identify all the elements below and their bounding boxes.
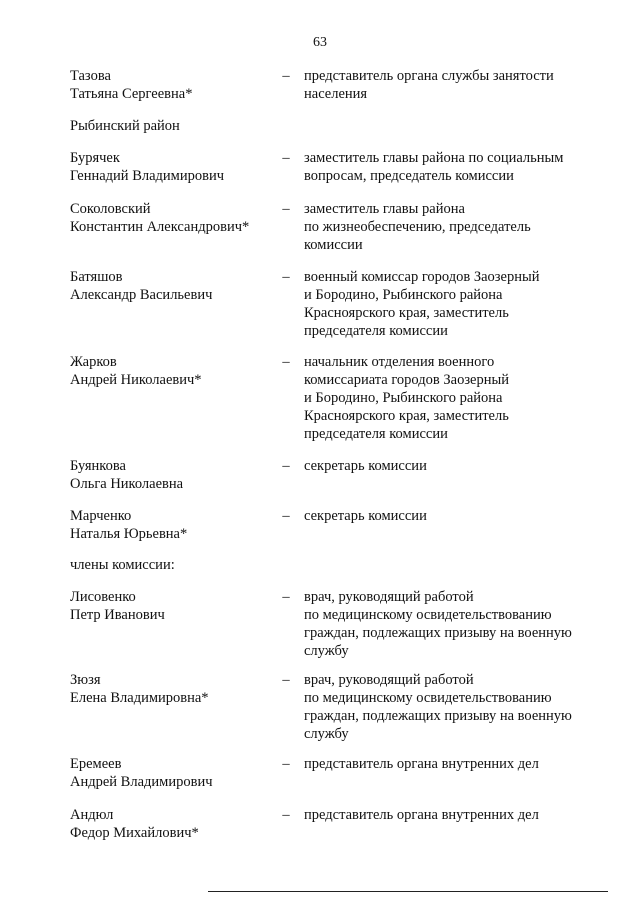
member-role [304, 67, 604, 103]
member-given-names: Александр Васильевич [70, 287, 213, 303]
role-line: населения [304, 86, 368, 102]
dash-separator: – [282, 458, 290, 474]
role-line: заместитель главы района [304, 201, 465, 217]
bottom-rule-divider [208, 891, 608, 892]
role-line: по медицинскому освидетельствованию [304, 607, 552, 623]
member-name [70, 200, 270, 236]
role-line: службу [304, 726, 349, 742]
role-line: врач, руководящий работой [304, 589, 474, 605]
member-role [304, 671, 604, 743]
dash-separator: – [282, 68, 290, 84]
role-line: по жизнеобеспечению, председатель [304, 219, 531, 235]
role-line: и Бородино, Рыбинского района [304, 390, 503, 406]
member-given-names: Петр Иванович [70, 607, 165, 623]
member-surname: Жарков [70, 354, 117, 370]
member-surname: Бурячек [70, 150, 120, 166]
member-role [304, 353, 604, 443]
member-role [304, 268, 604, 340]
role-line: граждан, подлежащих призыву на военную [304, 708, 572, 724]
role-line: председателя комиссии [304, 323, 448, 339]
role-line: службу [304, 643, 349, 659]
dash-separator: – [282, 150, 290, 166]
member-given-names: Ольга Николаевна [70, 476, 184, 492]
member-given-names: Андрей Владимирович [70, 774, 213, 790]
member-given-names: Константин Александрович* [70, 219, 250, 235]
member-surname: Марченко [70, 508, 132, 524]
role-line: по медицинскому освидетельствованию [304, 690, 552, 706]
role-line: секретарь комиссии [304, 508, 427, 524]
role-line: граждан, подлежащих призыву на военную [304, 625, 572, 641]
role-line: комиссариата городов Заозерный [304, 372, 509, 388]
member-role [304, 457, 604, 475]
role-line: военный комиссар городов Заозерный [304, 269, 540, 285]
member-surname: Буянкова [70, 458, 126, 474]
dash-separator: – [282, 201, 290, 217]
member-surname: Тазова [70, 68, 111, 84]
member-surname: Зюзя [70, 672, 101, 688]
member-name [70, 806, 270, 842]
member-role [304, 588, 604, 660]
role-line: Красноярского края, заместитель [304, 408, 509, 424]
member-name [70, 457, 270, 493]
page-number: 63 [313, 35, 327, 50]
member-given-names: Наталья Юрьевна* [70, 526, 188, 542]
member-given-names: Андрей Николаевич* [70, 372, 202, 388]
member-role [304, 149, 604, 185]
role-line: начальник отделения военного [304, 354, 495, 370]
role-line: секретарь комиссии [304, 458, 427, 474]
member-role [304, 200, 604, 254]
role-line: вопросам, председатель комиссии [304, 168, 514, 184]
member-name [70, 671, 270, 707]
dash-separator: – [282, 807, 290, 823]
role-line: заместитель главы района по социальным [304, 150, 564, 166]
dash-separator: – [282, 508, 290, 524]
section-heading-members: члены комиссии: [70, 557, 175, 573]
member-given-names: Елена Владимировна* [70, 690, 209, 706]
role-line: врач, руководящий работой [304, 672, 474, 688]
dash-separator: – [282, 756, 290, 772]
role-line: представитель органа внутренних дел [304, 807, 539, 823]
role-line: председателя комиссии [304, 426, 448, 442]
member-role [304, 806, 604, 824]
section-heading-district: Рыбинский район [70, 118, 180, 134]
member-name [70, 353, 270, 389]
member-given-names: Федор Михайлович* [70, 825, 199, 841]
role-line: представитель органа внутренних дел [304, 756, 539, 772]
member-given-names: Татьяна Сергеевна* [70, 86, 193, 102]
member-surname: Еремеев [70, 756, 122, 772]
member-name [70, 507, 270, 543]
member-surname: Лисовенко [70, 589, 136, 605]
member-role [304, 755, 604, 773]
role-line: и Бородино, Рыбинского района [304, 287, 503, 303]
member-role [304, 507, 604, 525]
member-surname: Соколовский [70, 201, 151, 217]
member-surname: Андюл [70, 807, 114, 823]
role-line: комиссии [304, 237, 363, 253]
role-line: представитель органа службы занятости [304, 68, 554, 84]
member-name [70, 149, 270, 185]
member-surname: Батяшов [70, 269, 123, 285]
dash-separator: – [282, 354, 290, 370]
member-given-names: Геннадий Владимирович [70, 168, 225, 184]
member-name [70, 67, 270, 103]
role-line: Красноярского края, заместитель [304, 305, 509, 321]
member-name [70, 268, 270, 304]
member-name [70, 588, 270, 624]
dash-separator: – [282, 672, 290, 688]
dash-separator: – [282, 269, 290, 285]
member-name [70, 755, 270, 791]
dash-separator: – [282, 589, 290, 605]
